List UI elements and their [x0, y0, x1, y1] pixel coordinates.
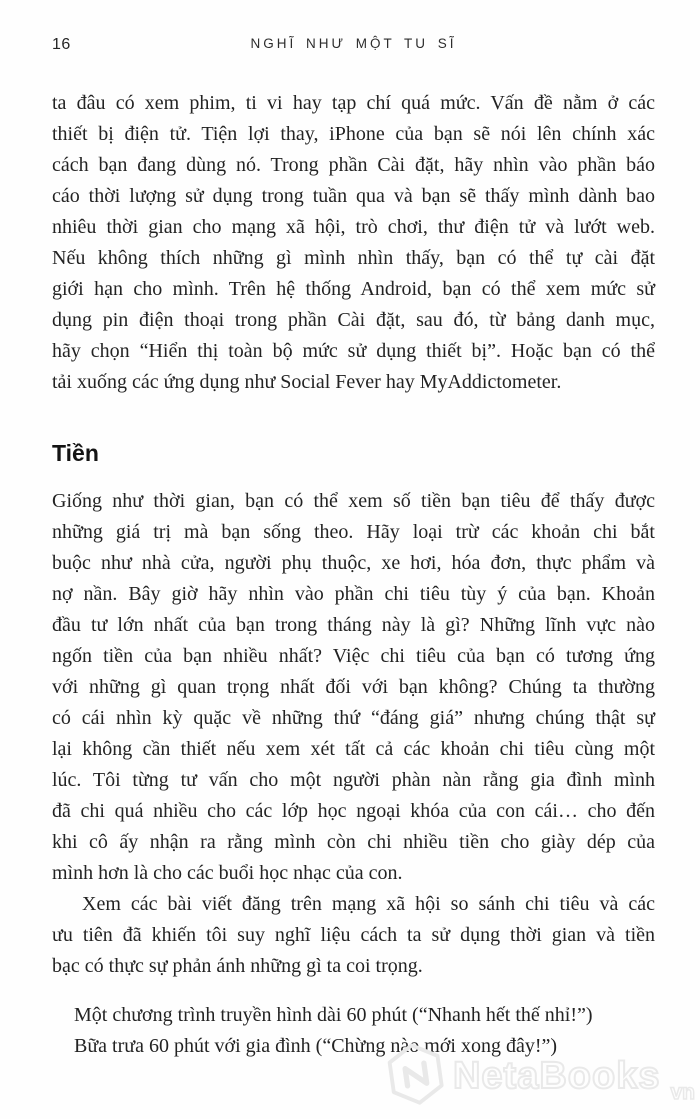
text-line: nhiêu thời gian cho mạng xã hội, trò chơi, thư điện tử và lướt web.	[52, 216, 655, 238]
text-line: có cái nhìn kỳ quặc về những thứ “đáng giá” nhưng chúng thật sự	[52, 707, 655, 729]
running-title: NGHĨ NHƯ MỘT TU SĨ	[250, 36, 457, 51]
text-line: đã chi quá nhiều cho các lớp học ngoại khóa của con cái… cho đến	[52, 800, 655, 822]
text-line: ưu tiên đã khiến tôi suy nghĩ liệu cách ta sử dụng thời gian và tiền	[52, 924, 655, 946]
text-line: đầu tư lớn nhất của bạn trong tháng này là gì? Những lĩnh vực nào	[52, 614, 655, 636]
text-line: Bữa trưa 60 phút với gia đình (“Chừng nào mới xong đây!”)	[74, 1035, 558, 1057]
text-line: Một chương trình truyền hình dài 60 phút (“Nhanh hết thế nhỉ!”)	[74, 1004, 593, 1026]
text-line: cáo thời lượng sử dụng trong tuần qua và bạn sẽ thấy mình dành bao	[52, 185, 655, 207]
text-line: Nếu không thích những gì mình nhìn thấy, bạn có thể tự cài đặt	[52, 247, 655, 269]
text-line: Giống như thời gian, bạn có thể xem số tiền bạn tiêu để thấy được	[52, 490, 655, 512]
page-number: 16	[52, 36, 71, 53]
text-line: những giá trị mà bạn sống theo. Hãy loại trừ các khoản chi bắt	[52, 521, 655, 543]
text-line: tải xuống các ứng dụng như Social Fever hay MyAddictometer.	[52, 371, 562, 393]
netabooks-hexagon-n-icon	[382, 1038, 449, 1114]
text-line: nợ nần. Bây giờ hãy nhìn vào phần chi tiêu tùy ý của bạn. Khoản	[52, 583, 655, 605]
paragraph-money	[52, 486, 655, 889]
paragraph-devices	[52, 88, 655, 398]
watermark-brand-text: NetaBooks	[452, 1055, 661, 1097]
section-heading-money: Tiền	[52, 440, 99, 466]
text-line: với những gì quan trọng nhất đối với bạn không? Chúng ta thường	[52, 676, 655, 698]
text-line: lúc. Tôi từng tư vấn cho một người phàn nàn rằng gia đình mình	[52, 769, 655, 791]
text-line: thiết bị điện tử. Tiện lợi thay, iPhone của bạn sẽ nói lên chính xác	[52, 123, 655, 145]
text-line: khi cô ấy nhận ra rằng mình còn chi nhiều tiền cho giày dép của	[52, 831, 655, 853]
watermark-suffix-text: vn	[670, 1081, 695, 1104]
text-line: buộc như nhà cửa, người phụ thuộc, xe hơi, hóa đơn, thực phẩm và	[52, 552, 655, 574]
text-line: giới hạn cho mình. Trên hệ thống Android, bạn có thể xem mức sử	[52, 278, 655, 300]
running-header	[52, 36, 655, 56]
watermark	[387, 1042, 695, 1111]
text-line: cách bạn đang dùng nó. Trong phần Cài đặt, hãy nhìn vào phần báo	[52, 154, 655, 176]
text-line: hãy chọn “Hiển thị toàn bộ mức sử dụng thiết bị”. Hoặc bạn có thể	[52, 340, 655, 362]
text-line: lại không cần thiết nếu xem xét tất cả các khoản chi tiêu cùng một	[52, 738, 655, 760]
text-line: bạc có thực sự phản ánh những gì ta coi trọng.	[52, 955, 423, 977]
text-line: dụng pin điện thoại trong phần Cài đặt, sau đó, từ bảng danh mục,	[52, 309, 655, 331]
text-line: Xem các bài viết đăng trên mạng xã hội so sánh chi tiêu và các	[82, 893, 655, 915]
text-line: mình hơn là cho các buổi học nhạc của con.	[52, 862, 403, 884]
text-line: ngốn tiền của bạn nhiều nhất? Việc chi tiêu của bạn có tương ứng	[52, 645, 655, 667]
text-column	[52, 88, 655, 1062]
text-line: ta đâu có xem phim, ti vi hay tạp chí quá mức. Vấn đề nằm ở các	[52, 92, 655, 114]
paragraph-social-posts	[52, 889, 655, 982]
